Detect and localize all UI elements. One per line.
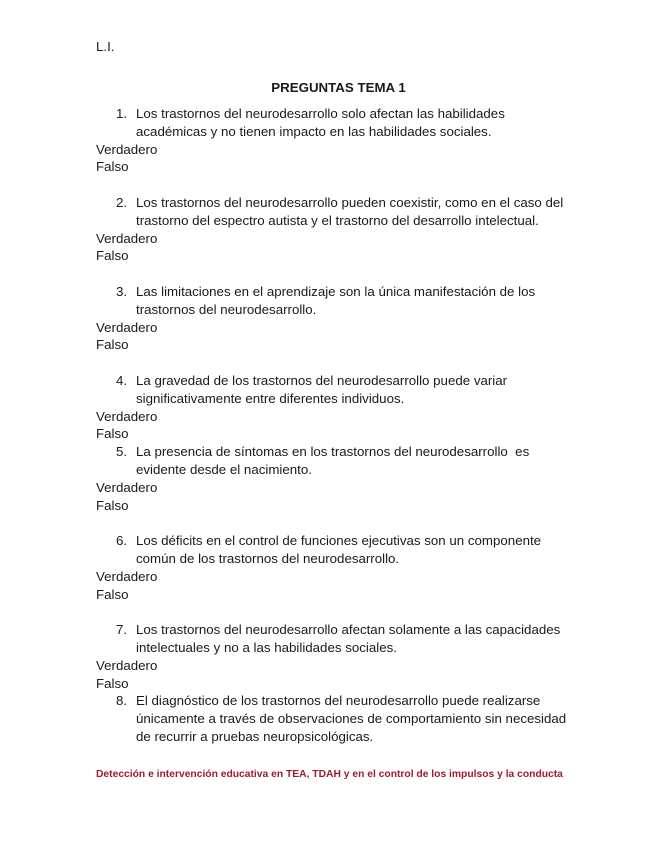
question-line: Los trastornos del neurodesarrollo solo afectan las habilidades: [136, 106, 505, 121]
question-number: 8.: [116, 693, 128, 709]
option-false[interactable]: Falso: [96, 586, 129, 602]
page-title-text: PREGUNTAS TEMA 1: [271, 80, 406, 95]
question-line: Los trastornos del neurodesarrollo pueden coexistir, como en el caso del: [136, 194, 564, 210]
option-true[interactable]: Verdadero: [96, 479, 158, 495]
question-line: Los trastornos del neurodesarrollo afectan solamente a las capacidades: [136, 622, 561, 638]
question-line: de recurrir a pruebas neuropsicológicas.: [136, 728, 374, 744]
option-true[interactable]: Verdadero: [96, 568, 158, 584]
question-number: 2.: [116, 194, 128, 210]
question-line: Los déficits en el control de funciones ejecutivas son un componente: [136, 533, 542, 549]
question-5: [96, 443, 576, 514]
question-text: [96, 532, 576, 568]
option-true[interactable]: Verdadero: [96, 408, 158, 424]
question-text: [96, 621, 576, 657]
option-false[interactable]: Falso: [96, 159, 129, 175]
question-number: 6.: [116, 533, 128, 549]
option-true[interactable]: Verdadero: [96, 319, 158, 335]
option-false[interactable]: Falso: [96, 675, 129, 691]
question-line: intelectuales y no a las habilidades sociales.: [136, 639, 397, 655]
question-4: [96, 372, 576, 443]
question-text: [96, 692, 576, 745]
question-number: 4.: [116, 372, 128, 388]
question-1: [96, 105, 576, 176]
document-footer: Detección e intervención educativa en TEA, TDAH y en el control de los impulsos y la conducta: [96, 769, 563, 780]
question-7: [96, 621, 576, 692]
option-true[interactable]: Verdadero: [96, 141, 158, 157]
question-6: [96, 532, 576, 603]
question-line: trastornos del neurodesarrollo.: [136, 301, 317, 317]
question-line: evidente desde el nacimiento.: [136, 461, 312, 477]
spacer: [96, 176, 576, 194]
spacer: [96, 603, 576, 621]
option-true[interactable]: Verdadero: [96, 657, 158, 673]
question-list: [96, 105, 576, 746]
question-line: El diagnóstico de los trastornos del neurodesarrollo puede realizarse: [136, 693, 541, 709]
question-2: [96, 194, 576, 265]
question-line: únicamente a través de observaciones de comportamiento sin necesidad: [136, 711, 567, 727]
page-title: [0, 79, 667, 97]
question-number: 3.: [116, 283, 128, 299]
question-line: La gravedad de los trastornos del neurodesarrollo puede variar: [136, 372, 508, 388]
question-text: [96, 105, 576, 141]
spacer: [96, 265, 576, 283]
question-text: [96, 194, 576, 230]
option-false[interactable]: Falso: [96, 248, 129, 264]
question-text: [96, 283, 576, 319]
option-false[interactable]: Falso: [96, 337, 129, 353]
question-3: [96, 283, 576, 354]
option-true[interactable]: Verdadero: [96, 230, 158, 246]
question-8: [96, 692, 576, 745]
question-text: [96, 372, 576, 408]
question-text: [96, 443, 576, 479]
spacer: [96, 354, 576, 372]
question-line: La presencia de síntomas en los trastornos del neurodesarrollo es: [136, 444, 530, 460]
option-false[interactable]: Falso: [96, 497, 129, 513]
question-number: 1.: [116, 106, 128, 121]
question-line: común de los trastornos del neurodesarrollo.: [136, 550, 400, 566]
question-line: significativamente entre diferentes individuos.: [136, 390, 405, 406]
spacer: [96, 514, 576, 532]
option-false[interactable]: Falso: [96, 426, 129, 442]
question-number: 7.: [116, 622, 128, 638]
author-initials: L.I.: [96, 39, 115, 54]
question-line: académicas y no tienen impacto en las habilidades sociales.: [136, 123, 492, 139]
question-line: Las limitaciones en el aprendizaje son la única manifestación de los: [136, 283, 536, 299]
question-line: trastorno del espectro autista y el trastorno del desarrollo intelectual.: [136, 212, 539, 228]
question-number: 5.: [116, 444, 128, 460]
